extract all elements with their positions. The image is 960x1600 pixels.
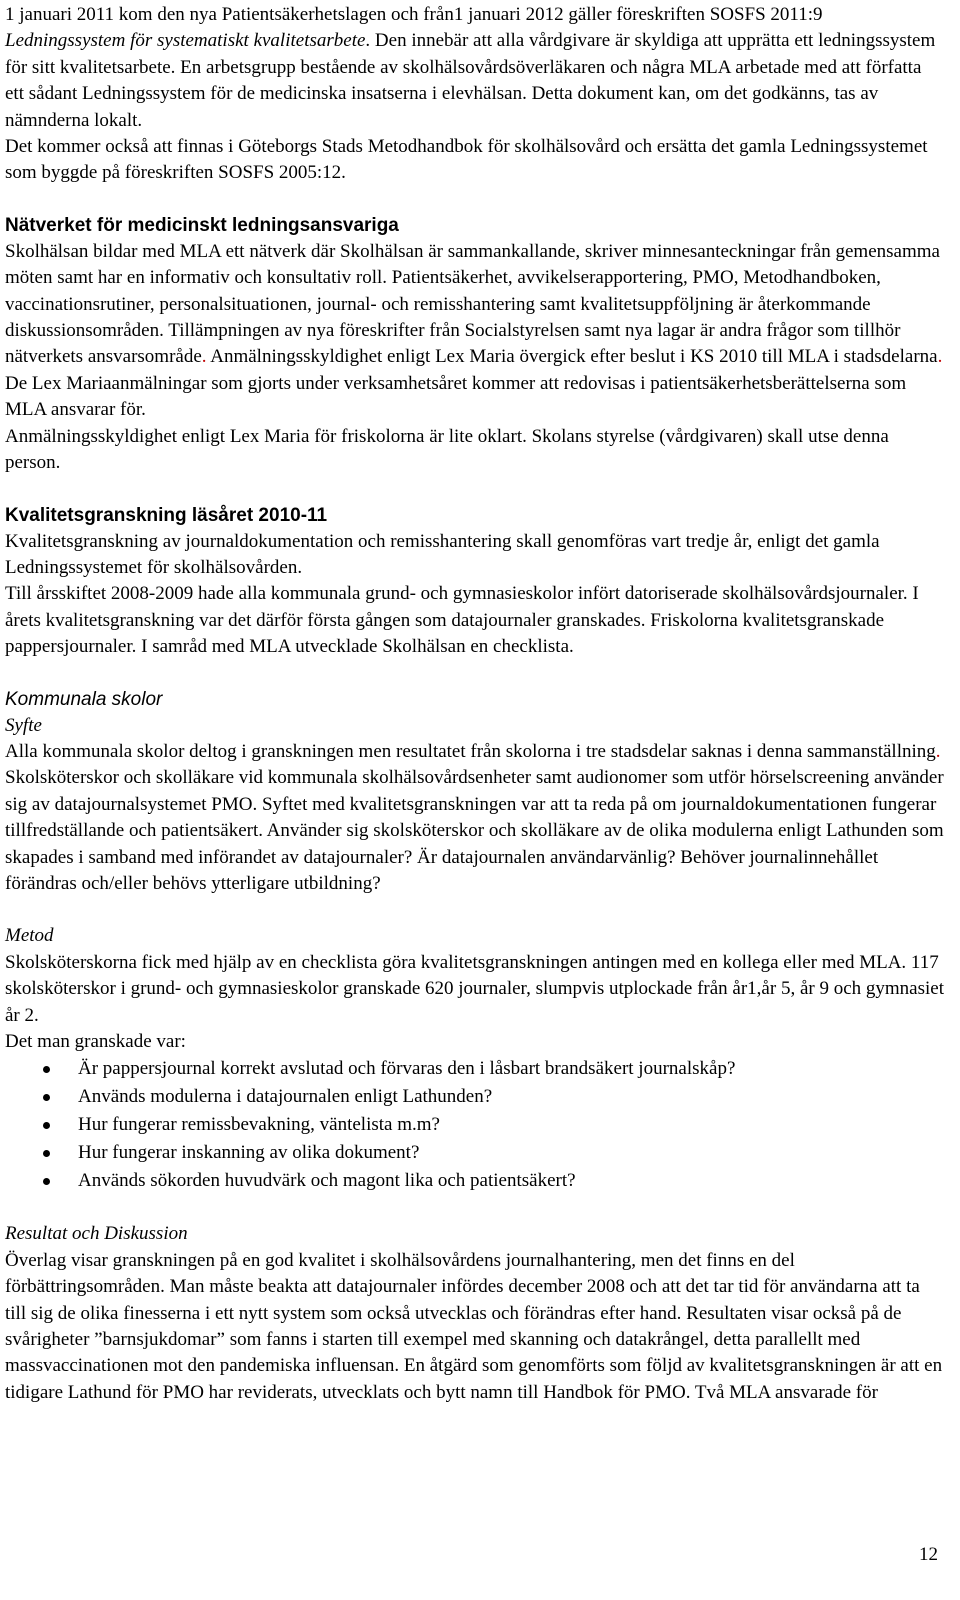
metod-paragraph-2: Det man granskade var: xyxy=(5,1031,186,1052)
natverket-paragraph: Skolhälsan bildar med MLA ett nätverk där Skolhälsan är sammankallande, skriver minnesanteckningar från gemensamma möten samt har en informativ och konsultativ roll. Patientsäkerhet, avvikelserapportering, PMO, Metodhandboken, vaccinationsrutiner, personalsituationen, journal- och remisshantering samt kvalitetsuppföljning är återkommande diskussionsområden. Tillämpningen av nya föreskrifter från Socialstyrelsen samt nya lagar är andra frågor som tillhör nätverkets ansvarsområde. Anmälningsskyldighet enligt Lex Maria övergick efter beslut i KS 2010 till MLA i stadsdelarna. De Lex Mariaanmälningar som gjorts under verksamhetsåret kommer att redovisas i patientsäkerhetsberättelserna som MLA ansvarar för. xyxy=(5,240,943,421)
metod-bullet-list xyxy=(5,1055,945,1195)
page-number: 12 xyxy=(919,1544,938,1565)
list-item: Används sökorden huvudvärk och magont lika och patientsäkert? xyxy=(5,1167,945,1195)
intro-emphasis: Ledningssystem för systematiskt kvalitetsarbete xyxy=(5,30,366,52)
subheading-resultat: Resultat och Diskussion xyxy=(5,1223,188,1245)
subheading-metod: Metod xyxy=(5,925,54,947)
syfte-paragraph: Alla kommunala skolor deltog i granskningen men resultatet från skolorna i tre stadsdelar saknas i denna sammanställning. xyxy=(5,740,941,762)
kvalitet-paragraph: Kvalitetsgranskning av journaldokumentation och remisshantering skall genomföras vart tredje år, enligt det gamla Ledningssystemet för skolhälsovården. xyxy=(5,530,880,578)
natverket-paragraph-2: Anmälningsskyldighet enligt Lex Maria för friskolorna är lite oklart. Skolans styrelse (vårdgivaren) skall utse denna person. xyxy=(5,425,889,474)
document-page xyxy=(5,2,945,1406)
list-item: Hur fungerar inskanning av olika dokument? xyxy=(5,1139,945,1167)
resultat-paragraph: Överlag visar granskningen på en god kvalitet i skolhälsovårdens journalhantering, men det finns en del förbättringsområden. Man måste beakta att datajournaler infördes december 2008 och att det tar tid för användarna att ta till sig de olika finesserna i ett nytt system som också utvecklas och förändras efter hand. Resultaten visar också på de svårigheter ”barnsjukdomar” som fanns i starten till exempel med skanning och datakrångel, detta parallellt med massvaccinationen mot den pandemiska influensan. En åtgärd som genomförts som följd av kvalitetsgranskningen är att en tidigare Lathund för PMO har reviderats, utvecklats och bytt namn till Handbok för PMO. Två MLA ansvarade för xyxy=(5,1249,943,1403)
list-item: Används modulerna i datajournalen enligt Lathunden? xyxy=(5,1083,945,1111)
subheading-syfte: Syfte xyxy=(5,714,42,736)
metod-paragraph: Skolsköterskorna fick med hjälp av en checklista göra kvalitetsgranskningen antingen med en kollega eller med MLA. 117 skolsköterskor i grund- och gymnasieskolor granskade 620 journaler, slumpvis utplockade från år1,år 5, år 9 och gymnasiet år 2. xyxy=(5,951,944,1026)
kvalitet-paragraph-2: Till årsskiftet 2008-2009 hade alla kommunala grund- och gymnasieskolor infört datoriserade skolhälsovårdsjournaler. I årets kvalitetsgranskning var det därför första gången som datajournaler granskades. Friskolorna kvalitetsgranskade pappersjournaler. I samråd med MLA utvecklade Skolhälsan en checklista. xyxy=(5,583,919,658)
intro-paragraph-2: Det kommer också att finnas i Göteborgs Stads Metodhandbok för skolhälsovård och ersätta det gamla Ledningssystemet som byggde på föreskriften SOSFS 2005:12. xyxy=(5,136,928,184)
syfte-paragraph-2: Skolsköterskor och skolläkare vid kommunala skolhälsovårdsenheter samt audionomer som utför hörselscreening använder sig av datajournalsystemet PMO. Syftet med kvalitetsgranskningen var att ta reda på om journaldokumentationen fungerar tillfredställande och patientsäkert. Använder sig skolsköterskor och skolläkare av de olika modulerna enligt Lathunden som skapades i samband med införandet av datajournaler? Är datajournalen användarvänlig? Behöver journalinnehållet förändras och/eller behövs ytterligare utbildning? xyxy=(5,767,944,894)
list-item: Är pappersjournal korrekt avslutad och förvaras den i låsbart brandsäkert journalskåp? xyxy=(5,1055,945,1083)
section-heading-kommunala: Kommunala skolor xyxy=(5,688,163,710)
intro-paragraph: 1 januari 2011 kom den nya Patientsäkerhetslagen och från1 januari 2012 gäller föreskriften SOSFS 2011:9 Ledningssystem för systematiskt kvalitetsarbete. Den innebär att alla vårdgivare är skyldiga att upprätta ett ledningssystem för sitt kvalitetsarbete. En arbetsgrupp bestående av skolhälsovårdsöverläkaren och några MLA arbetade med att författa ett sådant Ledningssystem för de medicinska insatserna i elevhälsan. Detta dokument kan, om det godkänns, tas av nämnderna lokalt. xyxy=(5,4,936,131)
section-heading-kvalitet: Kvalitetsgranskning läsåret 2010-11 xyxy=(5,504,328,526)
list-item: Hur fungerar remissbevakning, väntelista m.m? xyxy=(5,1111,945,1139)
section-heading-natverket: Nätverket för medicinskt ledningsansvariga xyxy=(5,214,399,236)
